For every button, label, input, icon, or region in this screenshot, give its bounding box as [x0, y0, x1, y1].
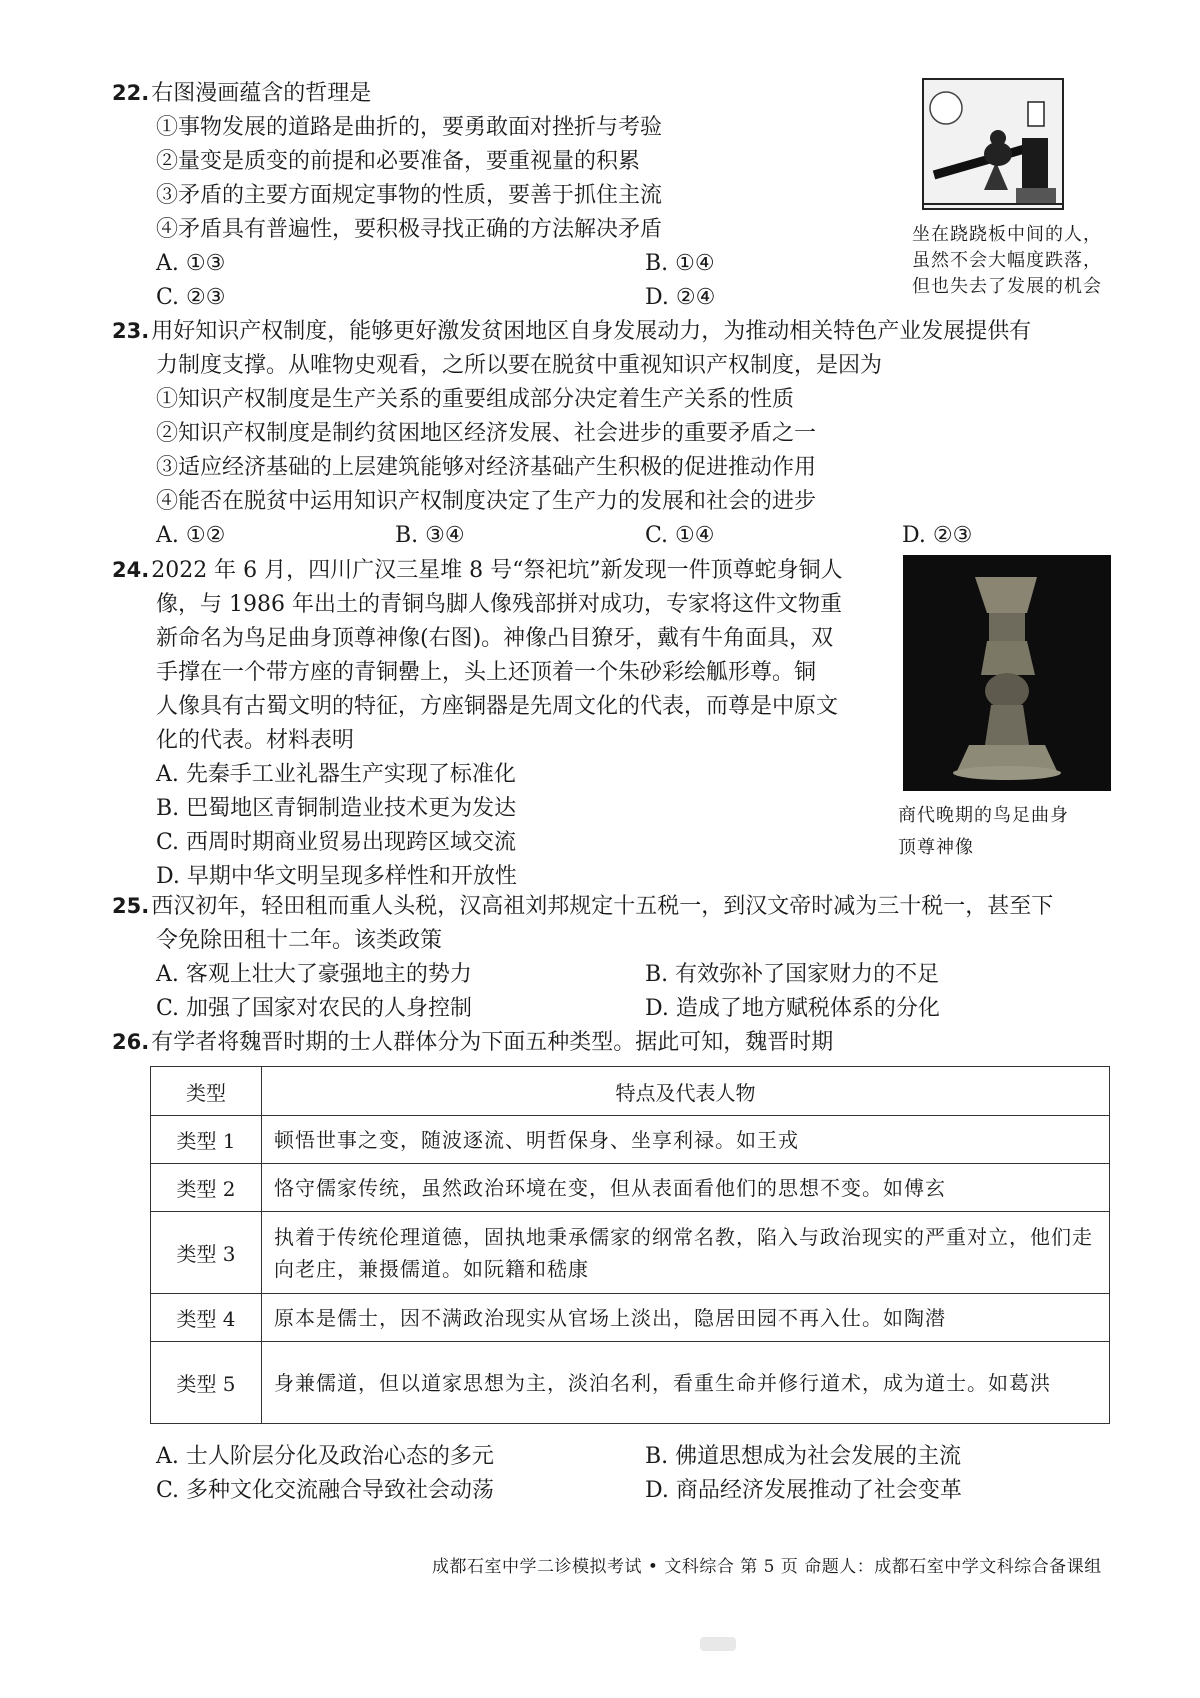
question-26: [112, 1025, 833, 1060]
option-a: A. 士人阶层分化及政治心态的多元: [156, 1444, 494, 1469]
table-cell-desc: 原本是儒士，因不满政治现实从官场上淡出，隐居田园不再入仕。如陶潜: [262, 1294, 1110, 1342]
table-cell-type: 类型 2: [151, 1164, 262, 1212]
table-row: [151, 1116, 1110, 1164]
statement-1: ①事物发展的道路是曲折的，要勇敢面对挫折与考验: [156, 115, 663, 140]
scan-smudge: [700, 1637, 736, 1651]
table-row: [151, 1164, 1110, 1212]
question-22: [112, 76, 716, 315]
table-row: [151, 1294, 1110, 1342]
question-stem-line-4: 手撑在一个带方座的青铜罍上，头上还顶着一个朱砂彩绘觚形尊。铜: [156, 660, 817, 685]
question-stem: 有学者将魏晋时期的士人群体分为下面五种类型。据此可知，魏晋时期: [151, 1030, 834, 1055]
seesaw-cartoon-drawing: [924, 80, 1062, 208]
option-d: D. ②④: [645, 285, 716, 310]
table-header-row: [151, 1067, 1110, 1116]
option-b: B. 佛道思想成为社会发展的主流: [645, 1444, 962, 1469]
cartoon-caption-line-2: 虽然不会大幅度跌落，: [912, 250, 1102, 271]
question-stem-line-2: 令免除田租十二年。该类政策: [156, 928, 443, 953]
option-a: A. ①③: [156, 251, 226, 276]
table-cell-type: 类型 5: [151, 1342, 262, 1424]
question-stem-line-2: 像，与 1986 年出土的青铜鸟脚人像残部拼对成功，专家将这件文物重: [156, 592, 842, 617]
scholar-types-table: [150, 1066, 1110, 1424]
question-stem-line-3: 新命名为鸟足曲身顶尊神像(右图)。神像凸目獠牙，戴有牛角面具，双: [156, 626, 834, 651]
question-stem-line-1: 用好知识产权制度，能够更好激发贫困地区自身发展动力，为推动相关特色产业发展提供有: [151, 319, 1032, 344]
photo-caption-line-1: 商代晚期的鸟足曲身: [898, 805, 1069, 826]
option-c: C. 西周时期商业贸易出现跨区域交流: [156, 830, 517, 855]
question-stem-line-6: 化的代表。材料表明: [156, 728, 355, 753]
bronze-statue-drawing: [903, 555, 1111, 791]
table-cell-desc: 执着于传统伦理道德，固执地秉承儒家的纲常名教，陷入与政治现实的严重对立，他们走向老庄，兼摄儒道。如阮籍和嵇康: [262, 1212, 1110, 1294]
table-cell-type: 类型 4: [151, 1294, 262, 1342]
statement-2: ②量变是质变的前提和必要准备，要重视量的积累: [156, 149, 641, 174]
option-a: A. 先秦手工业礼器生产实现了标准化: [156, 762, 516, 787]
question-number: 22.: [112, 81, 150, 105]
table-row: [151, 1342, 1110, 1424]
option-c: C. ①④: [645, 523, 715, 548]
question-number: 25.: [112, 894, 150, 918]
table-header-type: 类型: [151, 1067, 262, 1116]
option-d: D. 早期中华文明呈现多样性和开放性: [156, 864, 517, 889]
question-stem-line-1: 西汉初年，轻田租而重人头税，汉高祖刘邦规定十五税一，到汉文帝时减为三十税一，甚至下: [151, 894, 1054, 919]
cartoon-caption-line-3: 但也失去了发展的机会: [912, 276, 1102, 297]
question-25: [112, 889, 1053, 1026]
table-cell-desc: 恪守儒家传统，虽然政治环境在变，但从表面看他们的思想不变。如傅玄: [262, 1164, 1110, 1212]
question-number: 26.: [112, 1030, 150, 1054]
question-23: [112, 314, 1031, 553]
question-number: 23.: [112, 319, 150, 343]
cartoon-caption-line-1: 坐在跷跷板中间的人，: [912, 224, 1102, 245]
statement-4: ④能否在脱贫中运用知识产权制度决定了生产力的发展和社会的进步: [156, 489, 817, 514]
statement-3: ③适应经济基础的上层建筑能够对经济基础产生积极的促进推动作用: [156, 455, 817, 480]
statement-2: ②知识产权制度是制约贫困地区经济发展、社会进步的重要矛盾之一: [156, 421, 817, 446]
question-stem-line-5: 人像具有古蜀文明的特征，方座铜器是先周文化的代表，而尊是中原文: [156, 694, 839, 719]
photo-caption-line-2: 顶尊神像: [898, 837, 974, 858]
statement-3: ③矛盾的主要方面规定事物的性质，要善于抓住主流: [156, 183, 663, 208]
table-row: [151, 1212, 1110, 1294]
question-stem-line-2: 力制度支撑。从唯物史观看，之所以要在脱贫中重视知识产权制度，是因为: [156, 353, 883, 378]
table-cell-desc: 身兼儒道，但以道家思想为主，淡泊名利，看重生命并修行道术，成为道士。如葛洪: [262, 1342, 1110, 1424]
photo-caption: [898, 800, 1069, 864]
option-c: C. ②③: [156, 285, 226, 310]
option-b: B. ③④: [395, 523, 465, 548]
option-a: A. ①②: [156, 523, 226, 548]
table-cell-desc: 顿悟世事之变，随波逐流、明哲保身、坐享利禄。如王戎: [262, 1116, 1110, 1164]
bronze-statue-photo: [903, 555, 1111, 791]
question-24: [112, 553, 843, 894]
option-b: B. 有效弥补了国家财力的不足: [645, 962, 940, 987]
option-c: C. 多种文化交流融合导致社会动荡: [156, 1478, 495, 1503]
question-stem: 右图漫画蕴含的哲理是: [151, 81, 372, 106]
cartoon-caption: [912, 222, 1102, 300]
option-c: C. 加强了国家对农民的人身控制: [156, 996, 473, 1021]
option-b: B. ①④: [645, 251, 715, 276]
question-stem-line-1: 2022 年 6 月，四川广汉三星堆 8 号“祭祀坑”新发现一件顶尊蛇身铜人: [151, 558, 843, 583]
seesaw-cartoon-image: [922, 78, 1064, 210]
option-d: D. 造成了地方赋税体系的分化: [645, 996, 940, 1021]
question-number: 24.: [112, 558, 150, 582]
table-header-desc: 特点及代表人物: [262, 1067, 1110, 1116]
statement-4: ④矛盾具有普遍性，要积极寻找正确的方法解决矛盾: [156, 217, 663, 242]
table-cell-type: 类型 3: [151, 1212, 262, 1294]
option-d: D. 商品经济发展推动了社会变革: [645, 1478, 962, 1503]
option-a: A. 客观上壮大了豪强地主的势力: [156, 962, 472, 987]
option-b: B. 巴蜀地区青铜制造业技术更为发达: [156, 796, 517, 821]
statement-1: ①知识产权制度是生产关系的重要组成部分决定着生产关系的性质: [156, 387, 795, 412]
page-footer: 成都石室中学二诊模拟考试 • 文科综合 第 5 页 命题人：成都石室中学文科综合备课组: [432, 1557, 1102, 1577]
option-d: D. ②③: [902, 523, 973, 548]
table-cell-type: 类型 1: [151, 1116, 262, 1164]
